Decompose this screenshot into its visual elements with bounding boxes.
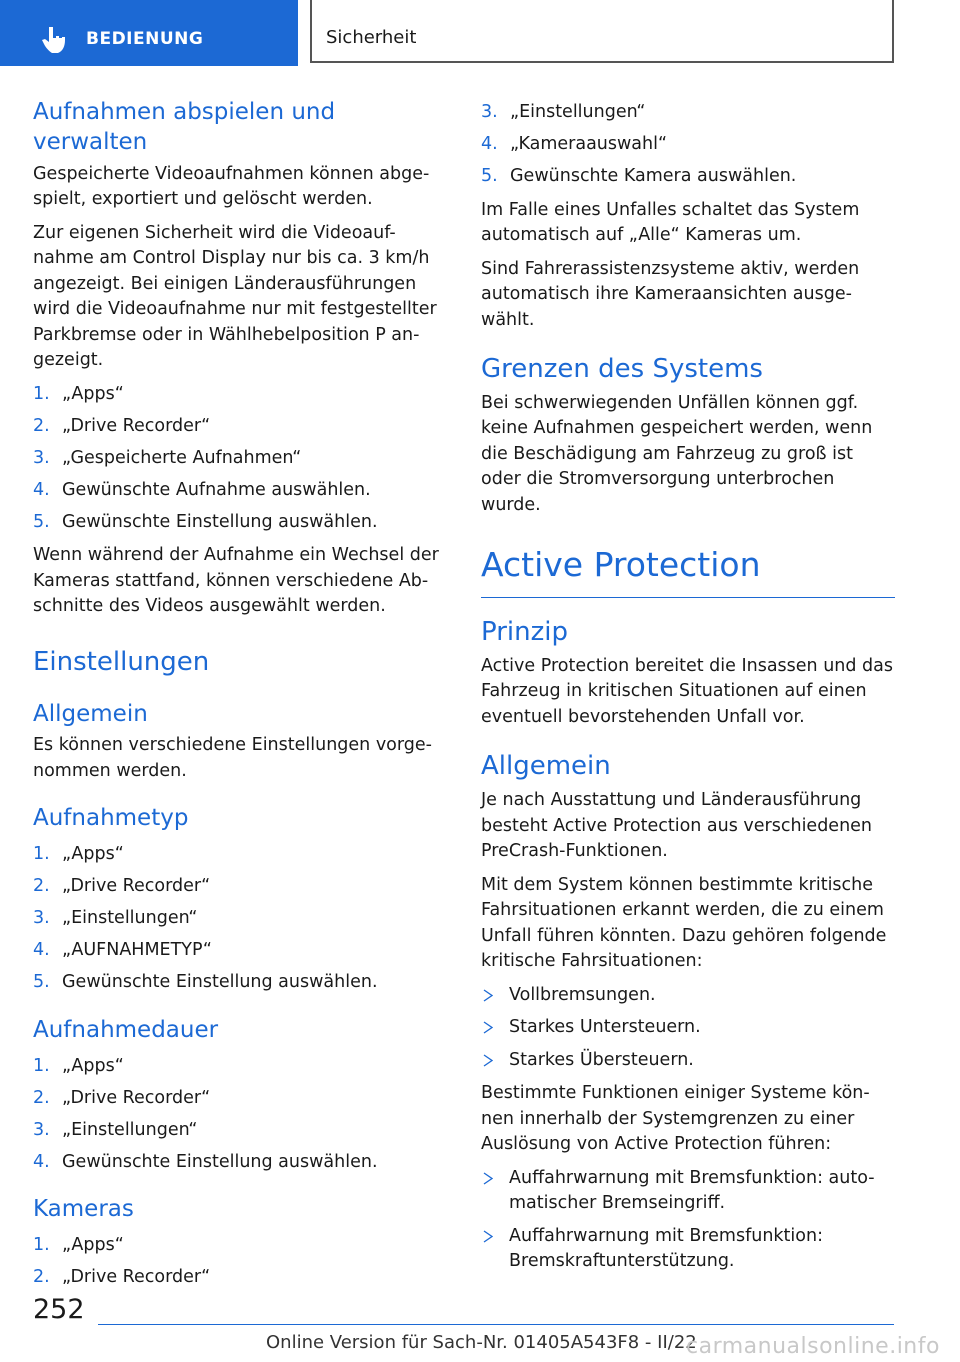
- step-text: „Einstellungen“: [62, 1119, 198, 1140]
- bullet-text: Starkes Untersteuern.: [509, 1017, 701, 1038]
- step-number: 2.: [33, 1087, 50, 1108]
- bullet-list-functions: [481, 1166, 895, 1275]
- paragraph: Bestimmte Funktionen einiger Systeme kön-nen innerhalb der Systemgrenzen zu einer Auslösung von Active Protection führen:: [481, 1083, 870, 1155]
- heading-active-protection: Active Protection: [481, 545, 761, 585]
- list-item: [33, 970, 445, 996]
- heading-allgemein: Allgemein: [33, 700, 148, 727]
- step-number: 3.: [33, 1119, 50, 1140]
- paragraph: Es können verschiedene Einstellungen vorge-nommen werden.: [33, 735, 432, 781]
- paragraph: Zur eigenen Sicherheit wird die Videoauf-nahme am Control Display nur bis ca. 3 km/h angezeigt. Bei einigen Länderausführungen wird die Videoaufnahme nur mit festgestellter Parkbremse oder in Wählhebelposition P an-gezeigt.: [33, 222, 437, 371]
- step-text: „Drive Recorder“: [62, 415, 211, 436]
- step-number: 1.: [33, 1235, 50, 1256]
- triangle-bullet-icon: [483, 1230, 493, 1243]
- list-item: [33, 1265, 445, 1291]
- step-number: 4.: [481, 134, 498, 154]
- list-item: [33, 446, 445, 472]
- steps-list-kameras-cont: [481, 100, 895, 190]
- right-column: [481, 98, 895, 1283]
- chapter-label: BEDIENUNG: [86, 29, 204, 49]
- step-number: 3.: [33, 447, 50, 468]
- step-text: „Drive Recorder“: [62, 1087, 211, 1108]
- heading-grenzen: Grenzen des Systems: [481, 354, 763, 384]
- step-text: „AUFNAHMETYP“: [62, 940, 212, 961]
- paragraph: Bei schwerwiegenden Unfällen können ggf. keine Aufnahmen gespeichert werden, wenn die Beschädigung am Fahrzeug zu groß ist oder die Stromversorgung unterbrochen wurde.: [481, 392, 873, 515]
- list-item: [481, 132, 895, 158]
- step-text: „Kameraauswahl“: [510, 134, 668, 154]
- step-text: Gewünschte Einstellung auswählen.: [62, 1151, 378, 1172]
- paragraph: Je nach Ausstattung und Länderausführung besteht Active Protection aus verschiedenen PreCrash-Funktionen.: [481, 790, 873, 862]
- heading-kameras: Kameras: [33, 1196, 134, 1223]
- step-number: 5.: [481, 166, 498, 186]
- steps-list-playback: [33, 382, 445, 536]
- list-item: [33, 382, 445, 408]
- paragraph: Gespeicherte Videoaufnahmen können abge-spielt, exportiert und gelöscht werden.: [33, 163, 430, 210]
- steps-list-kameras: [33, 1233, 445, 1291]
- paragraph: Active Protection bereitet die Insassen und das Fahrzeug in kritischen Situationen auf einen eventuell bevorstehenden Unfall vor.: [481, 655, 894, 727]
- list-item: [33, 842, 445, 868]
- step-number: 5.: [33, 972, 50, 993]
- section-label: Sicherheit: [326, 27, 417, 48]
- list-item: [481, 1015, 895, 1041]
- list-item: [33, 478, 445, 504]
- step-text: „Apps“: [62, 383, 124, 404]
- left-column: [33, 98, 445, 1299]
- footer-divider: [98, 1324, 894, 1325]
- step-text: Gewünschte Aufnahme auswählen.: [62, 479, 371, 500]
- bullet-text: Auffahrwarnung mit Bremsfunktion: Bremskraftunterstützung.: [509, 1225, 823, 1272]
- pointing-hand-icon: [40, 25, 70, 55]
- list-item: [481, 164, 895, 190]
- list-item: [481, 983, 895, 1009]
- step-number: 2.: [33, 1267, 50, 1288]
- paragraph: Sind Fahrerassistenzsysteme aktiv, werden automatisch ihre Kameraansichten ausge-wählt.: [481, 258, 860, 330]
- triangle-bullet-icon: [483, 1172, 493, 1185]
- step-number: 1.: [33, 1055, 50, 1076]
- section-tab[interactable]: [310, 0, 894, 63]
- list-item: [33, 510, 445, 536]
- steps-list-aufnahmedauer: [33, 1054, 445, 1176]
- paragraph: Im Falle eines Unfalles schaltet das System automatisch auf „Alle“ Kameras um.: [481, 199, 860, 245]
- step-text: „Gespeicherte Aufnahmen“: [62, 447, 302, 468]
- triangle-bullet-icon: [483, 1054, 493, 1067]
- heading-aufnahmen: Aufnahmen abspielen und verwalten: [33, 99, 336, 155]
- step-text: „Apps“: [62, 1235, 124, 1256]
- step-number: 5.: [33, 511, 50, 532]
- list-item: [33, 1118, 445, 1144]
- list-item: [33, 1086, 445, 1112]
- step-number: 1.: [33, 383, 50, 404]
- list-item: [33, 906, 445, 932]
- step-number: 4.: [33, 1151, 50, 1172]
- list-item: [481, 100, 895, 126]
- step-text: „Einstellungen“: [510, 102, 646, 122]
- step-number: 3.: [33, 908, 50, 929]
- step-text: „Drive Recorder“: [62, 876, 211, 897]
- list-item: [33, 414, 445, 440]
- step-text: Gewünschte Einstellung auswählen.: [62, 511, 378, 532]
- triangle-bullet-icon: [483, 989, 493, 1002]
- watermark: carmanualsonline.info: [686, 1334, 940, 1359]
- step-number: 4.: [33, 479, 50, 500]
- bullet-list-situations: [481, 983, 895, 1074]
- list-item: [33, 938, 445, 964]
- bullet-text: Starkes Übersteuern.: [509, 1049, 694, 1070]
- step-text: „Apps“: [62, 844, 124, 865]
- list-item: [481, 1224, 895, 1275]
- bullet-text: Auffahrwarnung mit Bremsfunktion: auto-matischer Bremseingriff.: [509, 1167, 875, 1214]
- chapter-title-block: [481, 544, 895, 598]
- list-item: [481, 1048, 895, 1074]
- steps-list-aufnahmetyp: [33, 842, 445, 996]
- step-number: 2.: [33, 876, 50, 897]
- step-text: Gewünschte Einstellung auswählen.: [62, 972, 378, 993]
- heading-allgemein-right: Allgemein: [481, 751, 611, 782]
- list-item: [33, 1054, 445, 1080]
- list-item: [33, 1233, 445, 1259]
- heading-aufnahmedauer: Aufnahmedauer: [33, 1016, 219, 1043]
- list-item: [33, 874, 445, 900]
- page-number: 252: [33, 1294, 85, 1325]
- heading-prinzip: Prinzip: [481, 617, 568, 648]
- heading-einstellungen: Einstellungen: [33, 646, 210, 677]
- list-item: [33, 1150, 445, 1176]
- list-item: [481, 1166, 895, 1217]
- step-number: 2.: [33, 415, 50, 436]
- step-text: „Einstellungen“: [62, 908, 198, 929]
- step-text: Gewünschte Kamera auswählen.: [510, 166, 797, 186]
- step-number: 1.: [33, 844, 50, 865]
- paragraph: Wenn während der Aufnahme ein Wechsel der Kameras stattfand, können verschiedene Ab-schnitte des Videos ausgewählt werden.: [33, 545, 439, 617]
- step-text: „Drive Recorder“: [62, 1267, 211, 1288]
- step-text: „Apps“: [62, 1055, 124, 1076]
- triangle-bullet-icon: [483, 1021, 493, 1034]
- bullet-text: Vollbremsungen.: [509, 984, 656, 1005]
- step-number: 4.: [33, 940, 50, 961]
- heading-aufnahmetyp: Aufnahmetyp: [33, 805, 189, 832]
- online-version-text: Online Version für Sach-Nr. 01405A543F8 - II/22: [266, 1332, 697, 1353]
- chapter-tab[interactable]: [0, 0, 298, 66]
- page-header: [0, 0, 960, 66]
- paragraph: Mit dem System können bestimmte kritische Fahrsituationen erkannt werden, die zu einem Unfall führen könnten. Dazu gehören folgende kritische Fahrsituationen:: [481, 874, 887, 972]
- step-number: 3.: [481, 102, 498, 122]
